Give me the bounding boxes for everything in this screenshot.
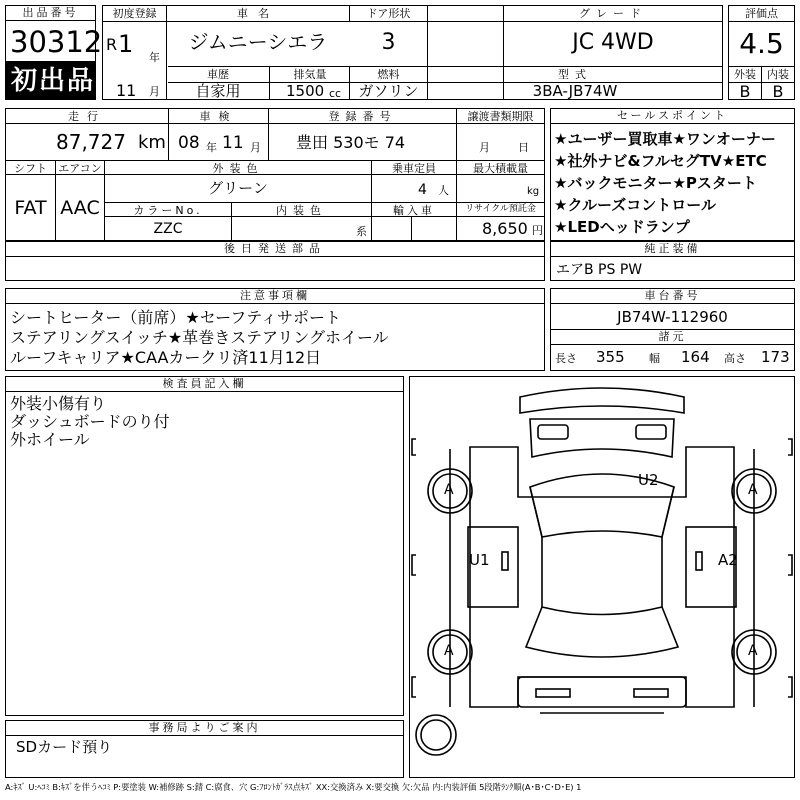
engine-unit: cc — [329, 87, 342, 100]
lot-number-header: 出品番号 — [6, 6, 95, 21]
load-unit: kg — [527, 186, 540, 197]
damage-legend: A:ｷｽﾞ U:ﾍｺﾐ B:ｷｽﾞを伴うﾍｺﾐ P:要塗装 W:補修跡 S:錆 C:腐食、穴 G:ﾌﾛﾝﾄｶﾞﾗｽ点ｷｽﾞ XX:交換済み X:要交換 欠:欠品 内:内装評価 5段階ﾗﾝｸ順(A･B･C･D･E) 1 — [5, 782, 582, 792]
mileage-unit: km — [138, 132, 166, 153]
mileage-header: 走行 — [68, 110, 106, 123]
score-box — [728, 5, 795, 100]
registration-month-unit: 月 — [149, 85, 160, 98]
interior-header: 内装 — [767, 68, 789, 81]
inspector-header: 検査員記入欄 — [6, 377, 403, 392]
chassis-value: JB74W-112960 — [617, 308, 728, 326]
height-label: 高さ — [724, 352, 746, 365]
notes-header: 注意事項欄 — [6, 289, 544, 304]
specs-header: 諸元 — [551, 330, 794, 345]
inspector-line-1: 外装小傷有り — [10, 394, 107, 413]
inspector-box — [5, 376, 404, 716]
interior-color-suffix: 系 — [356, 225, 367, 238]
score-header: 評価点 — [745, 7, 778, 20]
recycle-unit: 円 — [532, 224, 543, 237]
length-label: 長さ — [555, 352, 577, 365]
damage-mark-rear-left-wheel: A — [444, 643, 454, 659]
inspection-month: 11 — [222, 133, 244, 153]
recycle-header: リサイクル預託金 — [465, 204, 536, 214]
interior-color-header: 内装色 — [276, 204, 327, 217]
sales-points-box — [550, 108, 795, 241]
lot-number-box — [5, 5, 103, 62]
engine-header: 排気量 — [293, 68, 327, 81]
notes-line-3: ルーフキャリア★CAAカークリ済11月12日 — [10, 348, 322, 367]
standard-equipment-header: 純正装備 — [551, 242, 794, 257]
aircon-header: エアコン — [58, 162, 102, 175]
damage-mark-left-side: U1 — [469, 551, 490, 569]
history-header: 車歴 — [207, 68, 229, 81]
interior-grade: B — [772, 82, 784, 101]
score-value: 4.5 — [739, 27, 784, 60]
damage-mark-roof: U2 — [638, 471, 659, 489]
mileage-value: 87,727 — [56, 130, 126, 154]
office-header: 事務局よりご案内 — [6, 721, 403, 736]
shift-header: シフト — [14, 162, 47, 175]
registration-month: 11 — [116, 81, 137, 100]
sales-point-5: ★LEDヘッドランプ — [554, 218, 690, 236]
capacity-unit: 人 — [438, 184, 449, 197]
plate-header: 登録番号 — [328, 110, 397, 123]
exterior-header: 外装 — [734, 68, 756, 81]
door-value: 3 — [381, 30, 396, 55]
inspection-header: 車検 — [199, 110, 238, 123]
sales-point-1: ★ユーザー買取車★ワンオーナー — [554, 130, 776, 148]
inspection-year-unit: 年 — [206, 141, 217, 154]
fuel-header: 燃料 — [377, 68, 400, 81]
height-value: 173 — [761, 348, 790, 366]
shift-value: FAT — [14, 197, 47, 219]
later-parts-box — [5, 241, 545, 281]
registration-year: 1 — [118, 30, 134, 58]
notes-line-2: ステアリングスイッチ★革巻きステアリングホイール — [10, 328, 389, 347]
first-registration-header: 初度登録 — [112, 7, 157, 20]
exterior-color-value: グリーン — [208, 179, 268, 197]
capacity-header: 乗車定員 — [392, 162, 436, 175]
capacity-value: 4 — [418, 182, 427, 198]
lot-number: 30312 — [10, 25, 103, 59]
car-outline — [410, 377, 794, 777]
era-mark: R — [106, 35, 118, 54]
width-label: 幅 — [649, 352, 660, 365]
inspection-year: 08 — [178, 133, 200, 153]
standard-equipment-box — [550, 241, 795, 281]
model-header: 型式 — [558, 68, 592, 81]
history-value: 自家用 — [195, 82, 241, 100]
load-header: 最大積載量 — [473, 162, 528, 175]
car-name-header: 車名 — [237, 7, 279, 20]
office-value: SDカード預り — [16, 738, 113, 756]
first-listing-label: 初出品 — [11, 66, 96, 96]
width-value: 164 — [681, 348, 710, 366]
import-header: 輸入車 — [393, 204, 435, 217]
sales-point-3: ★バックモニター★Pスタート — [554, 174, 757, 192]
sales-point-4: ★クルーズコントロール — [554, 196, 716, 214]
fuel-value: ガソリン — [358, 82, 419, 100]
length-value: 355 — [596, 348, 625, 366]
inspector-line-3: 外ホイール — [10, 430, 90, 449]
office-box — [5, 720, 404, 778]
transfer-day-unit: 日 — [518, 141, 529, 154]
sales-point-2: ★社外ナビ&フルセグTV★ETC — [554, 152, 767, 170]
notes-line-1: シートヒーター（前席）★セーフティサポート — [10, 308, 341, 327]
chassis-header: 車台番号 — [551, 289, 794, 304]
grade-value: JC 4WD — [572, 30, 654, 55]
damage-mark-front-left-wheel: A — [444, 482, 454, 498]
color-code-header: カラーNo. — [133, 204, 203, 217]
plate-value: 豊田 530モ 74 — [296, 133, 406, 152]
grade-header: グレード — [579, 7, 647, 20]
damage-diagram — [409, 376, 795, 778]
vehicle-detail-box — [5, 108, 545, 241]
first-listing-badge — [5, 62, 96, 100]
transfer-month-unit: 月 — [479, 141, 490, 154]
registration-year-unit: 年 — [149, 51, 160, 64]
damage-mark-rear-right-wheel: A — [748, 643, 758, 659]
inspection-month-unit: 月 — [250, 141, 261, 154]
inspector-line-2: ダッシュボードのり付 — [10, 412, 170, 431]
notes-box — [5, 288, 545, 371]
chassis-box — [550, 288, 795, 371]
color-code-value: ZZC — [153, 221, 183, 237]
later-parts-header: 後日発送部品 — [6, 242, 544, 257]
exterior-grade: B — [739, 82, 751, 101]
vehicle-header-box — [102, 5, 723, 100]
car-name: ジムニーシエラ — [188, 30, 328, 54]
aircon-value: AAC — [60, 197, 100, 219]
standard-equipment-value: エアB PS PW — [556, 262, 643, 278]
transfer-header: 譲渡書類期限 — [467, 110, 534, 123]
recycle-value: 8,650 — [482, 219, 528, 238]
engine-value: 1500 — [286, 82, 325, 100]
damage-mark-front-right-wheel: A — [748, 482, 758, 498]
sales-points-header: セールスポイント — [551, 109, 794, 124]
door-header: ドア形状 — [366, 7, 411, 20]
model-value: 3BA-JB74W — [532, 82, 618, 100]
exterior-color-header: 外装色 — [212, 162, 264, 175]
damage-mark-right-side: A2 — [718, 551, 738, 569]
